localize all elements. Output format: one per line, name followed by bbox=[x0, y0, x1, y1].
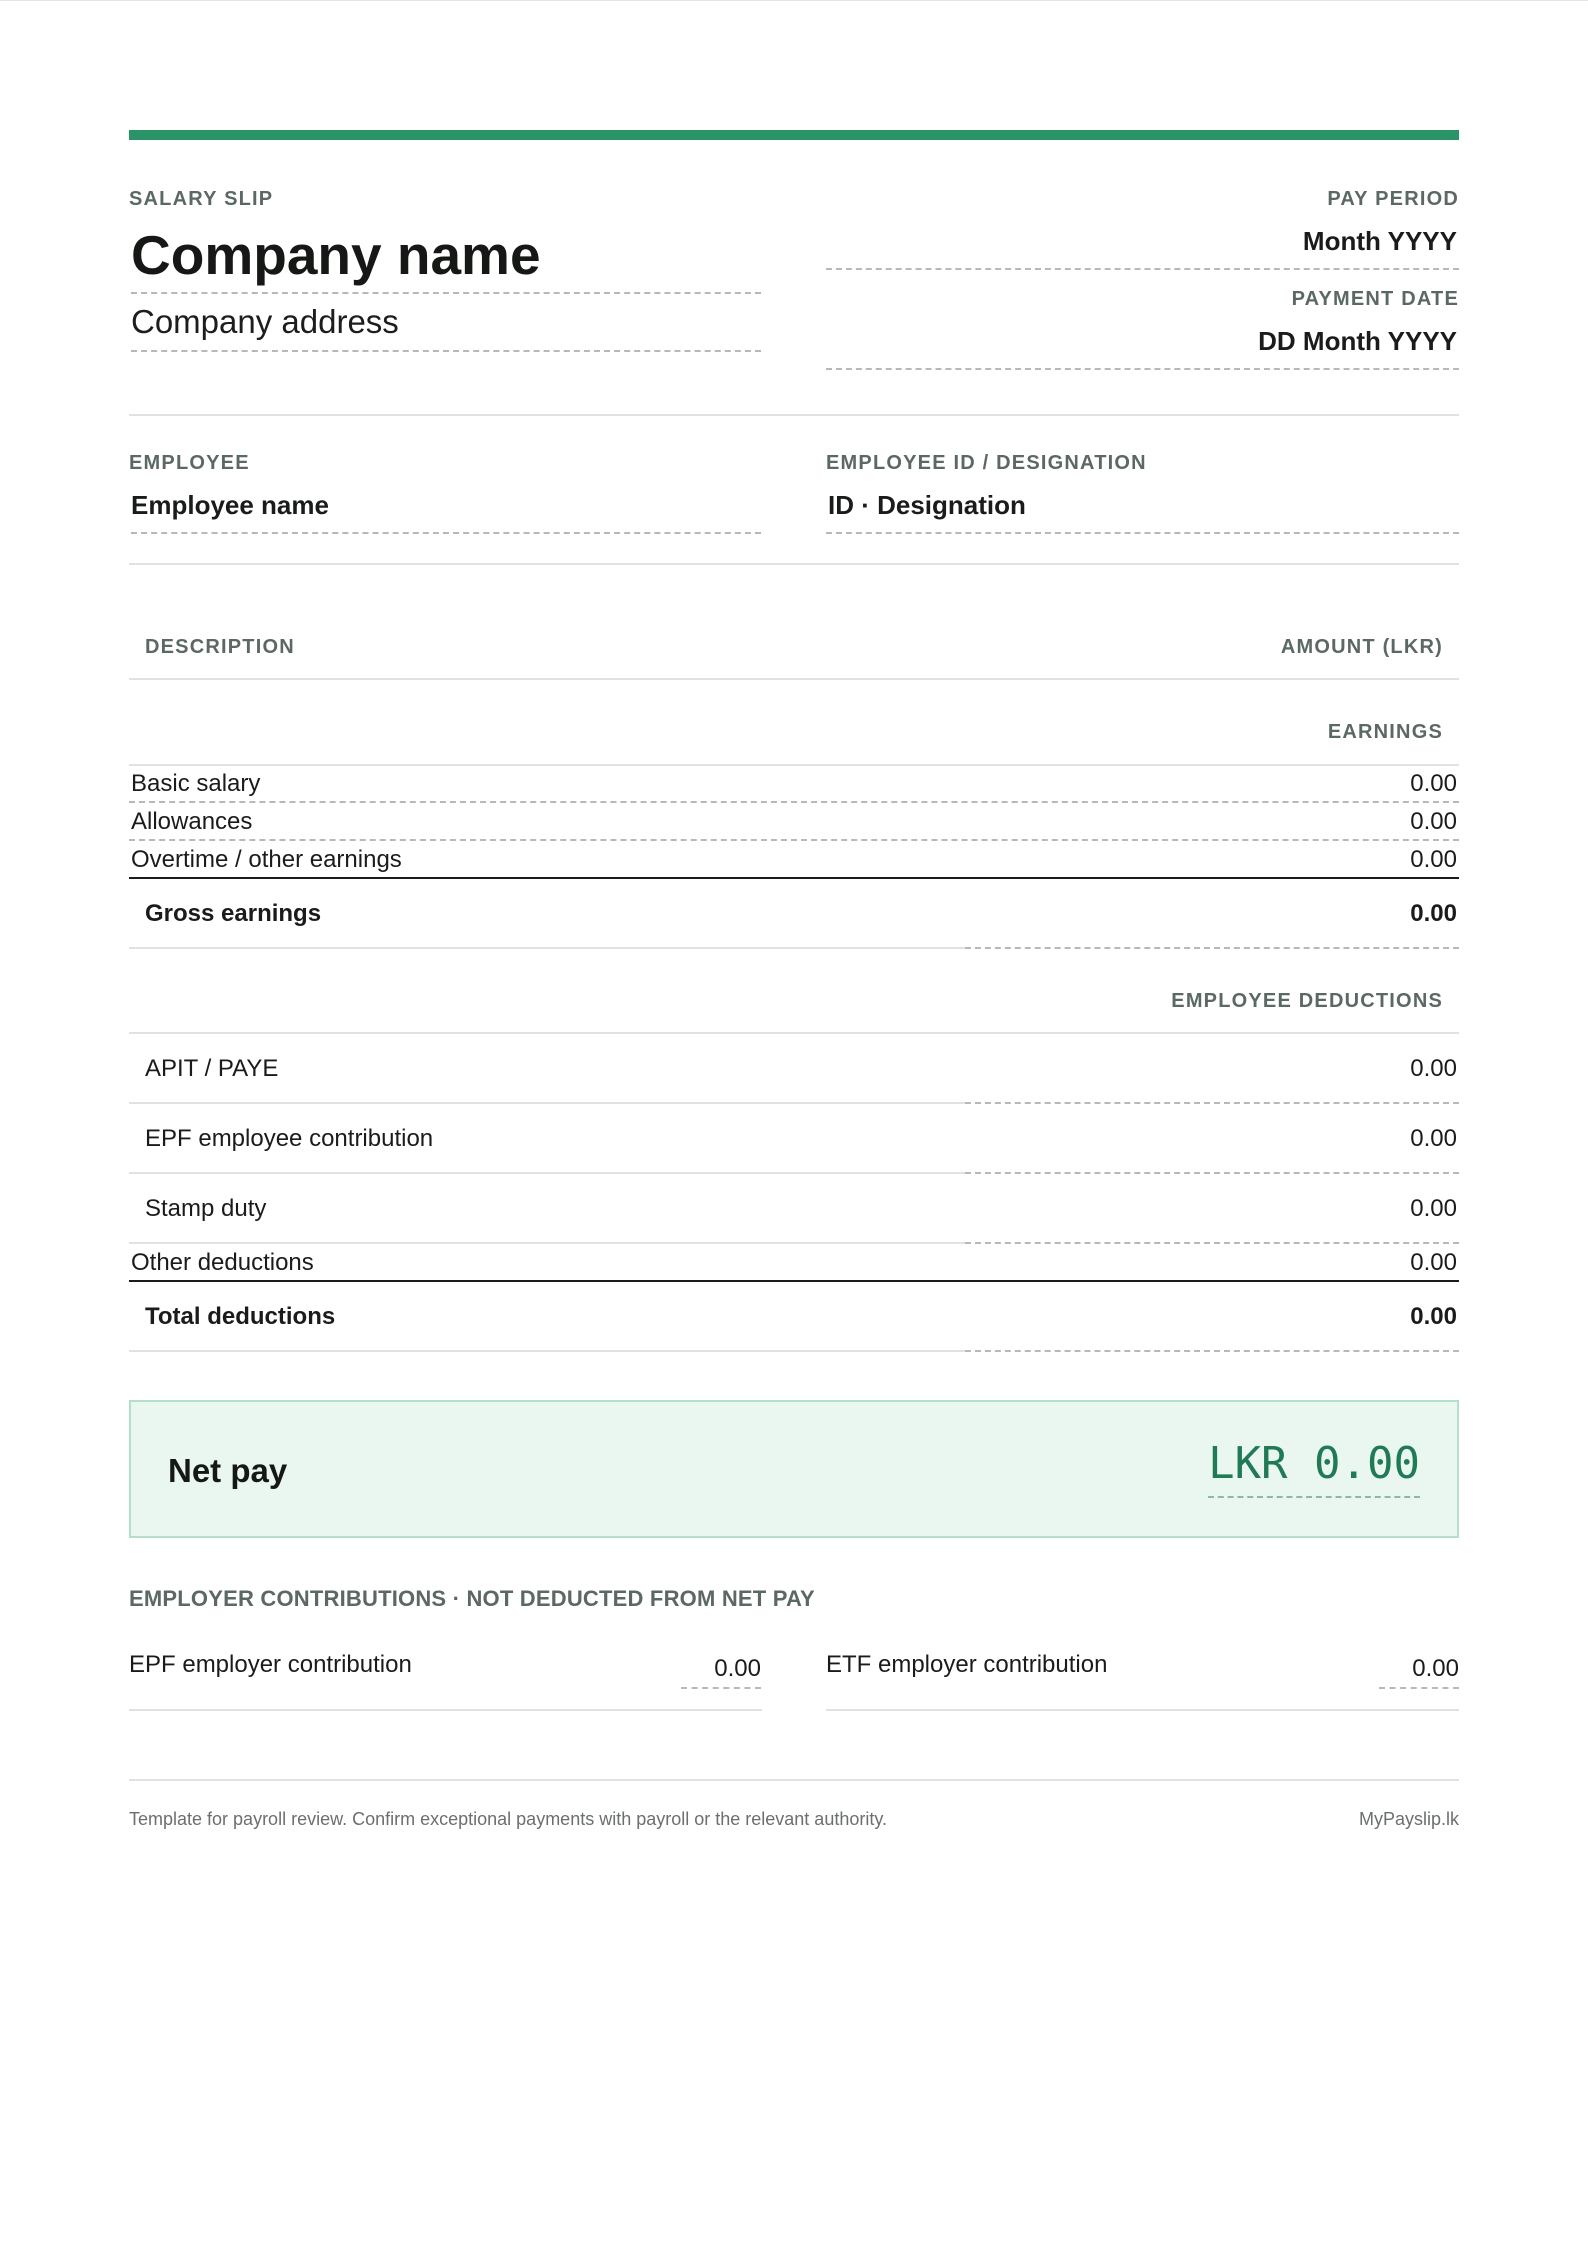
gross-earnings-label: Gross earnings bbox=[145, 900, 322, 927]
amount-underline bbox=[965, 947, 1459, 949]
divider bbox=[129, 1102, 965, 1104]
row-amount-field[interactable]: 0.00 bbox=[1410, 808, 1457, 835]
divider bbox=[129, 563, 1459, 565]
row-description: Stamp duty bbox=[145, 1195, 267, 1222]
subtotal-line bbox=[129, 1280, 1459, 1282]
slip-label: SALARY SLIP bbox=[129, 188, 274, 210]
payment-date-label: PAYMENT DATE bbox=[1291, 288, 1459, 310]
divider bbox=[129, 1172, 965, 1174]
net-pay-box bbox=[129, 1400, 1459, 1538]
divider bbox=[129, 947, 965, 949]
divider bbox=[129, 1032, 1459, 1034]
row-divider bbox=[129, 801, 1459, 803]
company-address-field[interactable]: Company address bbox=[131, 300, 761, 352]
divider bbox=[129, 414, 1459, 416]
total-deductions-value: 0.00 bbox=[1410, 1303, 1457, 1330]
footer-divider bbox=[129, 1779, 1459, 1781]
row-description: APIT / PAYE bbox=[145, 1055, 279, 1082]
table-header-divider bbox=[129, 678, 1459, 680]
employee-id-label: EMPLOYEE ID / DESIGNATION bbox=[826, 452, 1147, 474]
footer-note: Template for payroll review. Confirm exceptional payments with payroll or the relevant authority. bbox=[129, 1809, 888, 1829]
etf-employer-field[interactable]: 0.00 bbox=[1379, 1655, 1459, 1689]
earnings-heading: EARNINGS bbox=[1327, 721, 1443, 743]
accent-bar bbox=[129, 130, 1459, 140]
row-description: Overtime / other earnings bbox=[131, 846, 402, 873]
employer-contributions-heading: EMPLOYER CONTRIBUTIONS · NOT DEDUCTED FROM NET PAY bbox=[129, 1586, 815, 1611]
etf-employer-label: ETF employer contribution bbox=[826, 1651, 1108, 1678]
total-deductions-label: Total deductions bbox=[145, 1303, 336, 1330]
row-amount-field[interactable]: 0.00 bbox=[1410, 1195, 1457, 1222]
divider bbox=[129, 1709, 762, 1711]
amount-underline bbox=[965, 1102, 1459, 1104]
pay-period-field[interactable]: Month YYYY bbox=[826, 224, 1459, 270]
row-description: Other deductions bbox=[131, 1249, 314, 1276]
epf-employer-label: EPF employer contribution bbox=[129, 1651, 412, 1678]
amount-underline bbox=[965, 1242, 1459, 1244]
employee-id-field[interactable]: ID · Designation bbox=[826, 488, 1459, 534]
payment-date-field[interactable]: DD Month YYYY bbox=[826, 324, 1459, 370]
divider bbox=[826, 1709, 1459, 1711]
net-pay-value: LKR 0.00 bbox=[1208, 1438, 1420, 1498]
net-pay-label: Net pay bbox=[168, 1452, 288, 1489]
row-description: Allowances bbox=[131, 808, 253, 835]
row-amount-field[interactable]: 0.00 bbox=[1410, 770, 1457, 797]
row-amount-field[interactable]: 0.00 bbox=[1410, 846, 1457, 873]
row-description: EPF employee contribution bbox=[145, 1125, 434, 1152]
epf-employer-field[interactable]: 0.00 bbox=[681, 1655, 761, 1689]
row-amount-field[interactable]: 0.00 bbox=[1410, 1125, 1457, 1152]
row-amount-field[interactable]: 0.00 bbox=[1410, 1055, 1457, 1082]
employee-name-field[interactable]: Employee name bbox=[131, 488, 761, 534]
pay-period-label: PAY PERIOD bbox=[1327, 188, 1459, 210]
employee-label: EMPLOYEE bbox=[129, 452, 250, 474]
column-header-description: DESCRIPTION bbox=[145, 636, 295, 658]
divider bbox=[129, 1350, 965, 1352]
gross-earnings-value: 0.00 bbox=[1410, 900, 1457, 927]
divider bbox=[129, 764, 1459, 766]
page-top-edge bbox=[0, 0, 1588, 1]
subtotal-line bbox=[129, 877, 1459, 879]
row-divider bbox=[129, 839, 1459, 841]
divider bbox=[129, 1242, 965, 1244]
company-name-field[interactable]: Company name bbox=[131, 224, 761, 294]
amount-underline bbox=[965, 1350, 1459, 1352]
amount-underline bbox=[965, 1172, 1459, 1174]
deductions-heading: EMPLOYEE DEDUCTIONS bbox=[1171, 990, 1443, 1012]
footer-brand: MyPayslip.lk bbox=[1358, 1809, 1459, 1829]
column-header-amount: AMOUNT (LKR) bbox=[1280, 636, 1443, 658]
row-description: Basic salary bbox=[131, 770, 261, 797]
row-amount-field[interactable]: 0.00 bbox=[1410, 1249, 1457, 1276]
